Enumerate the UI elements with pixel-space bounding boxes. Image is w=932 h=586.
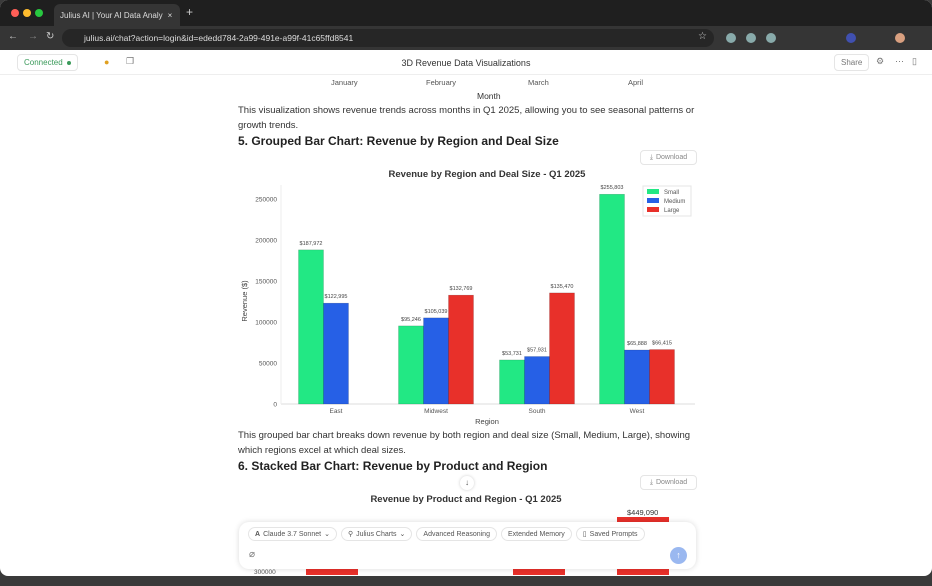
download-label: Download: [655, 479, 688, 486]
bar-small: [600, 194, 625, 404]
legend-swatch: [647, 207, 659, 212]
y-tick-label: 250000: [255, 196, 277, 204]
bar-small: [299, 250, 324, 404]
app-header: [0, 50, 932, 75]
y-tick-label: 300000: [254, 569, 276, 576]
python-icon[interactable]: ●: [104, 57, 110, 67]
chevron-down-icon: ⌄: [324, 531, 330, 538]
extension-icon[interactable]: [846, 33, 856, 43]
y-tick-label: 50000: [258, 360, 277, 368]
bar-value-label: $95,246: [401, 316, 421, 323]
advanced-reasoning-toggle[interactable]: [416, 527, 497, 541]
close-window-button[interactable]: [11, 9, 19, 17]
download-label: Download: [655, 154, 688, 161]
bar-large: [650, 350, 675, 404]
chart-icon: ⚲: [347, 531, 354, 538]
chart-title: Revenue by Region and Deal Size - Q1 2025: [388, 169, 586, 180]
bar-value-label: $135,470: [550, 283, 574, 290]
extension-icon[interactable]: [726, 33, 736, 43]
legend-label: Medium: [664, 199, 686, 205]
composer-options: [248, 527, 645, 541]
month-tick: March: [528, 78, 549, 87]
model-label: Claude 3.7 Sonnet: [263, 530, 322, 538]
y-tick-label: 200000: [255, 237, 277, 245]
status-label: Connected: [24, 58, 63, 67]
paragraph: This visualization shows revenue trends across months in Q1 2025, allowing you to see seasonal patterns or growth trends.: [238, 105, 695, 131]
paragraph: This grouped bar chart breaks down revenue by both region and deal size (Small, Medium, Large), showing which regions excel at which deal sizes.: [238, 430, 691, 456]
attach-icon[interactable]: ⌀: [249, 549, 256, 560]
forward-icon[interactable]: →: [28, 31, 38, 42]
chart-title: Revenue by Product and Region - Q1 2025: [370, 494, 562, 505]
month-tick: April: [628, 78, 644, 87]
bar: [617, 569, 669, 575]
extension-icon[interactable]: [746, 33, 756, 43]
y-tick-label: 100000: [255, 319, 277, 327]
bookmark-star-icon[interactable]: ☆: [698, 31, 707, 42]
bar-medium: [424, 318, 449, 404]
section-heading: 6. Stacked Bar Chart: Revenue by Product and Region: [238, 459, 548, 473]
anthropic-icon: A: [255, 530, 261, 538]
send-button[interactable]: ↑: [670, 547, 687, 564]
legend-label: Small: [664, 190, 680, 196]
bar-label: $449,090: [627, 508, 659, 517]
bar-large: [449, 295, 474, 404]
memory-label: Extended Memory: [507, 530, 565, 538]
month-tick: January: [331, 78, 358, 87]
bookmark-icon: ▯: [582, 531, 587, 538]
bar-value-label: $122,995: [324, 294, 348, 301]
url-text: julius.ai/chat?action=login&id=ededd784-2a99-491e-a99f-41c65ffd8541: [84, 33, 354, 43]
bar-value-label: $132,769: [449, 286, 473, 293]
y-axis-label: Revenue ($): [240, 280, 249, 322]
bar-value-label: $65,888: [627, 340, 647, 347]
bar-large: [550, 293, 575, 404]
extension-icon[interactable]: [766, 33, 776, 43]
bar-value-label: $53,731: [502, 350, 522, 357]
bar-value-label: $255,803: [600, 185, 624, 192]
tab-bar: [0, 0, 932, 26]
download-icon: ⤓: [649, 153, 653, 161]
maximize-window-button[interactable]: [35, 9, 43, 17]
bar-value-label: $187,972: [299, 240, 323, 247]
charts-label: Julius Charts: [356, 530, 397, 538]
legend-swatch: [647, 189, 659, 194]
extended-memory-toggle[interactable]: [501, 527, 572, 541]
bar-value-label: $57,931: [527, 347, 547, 354]
browser-tab[interactable]: [54, 4, 180, 26]
minimize-window-button[interactable]: [23, 9, 31, 17]
section-heading: 5. Grouped Bar Chart: Revenue by Region and Deal Size: [238, 134, 559, 148]
chevron-down-icon: ⌄: [399, 531, 406, 538]
new-tab-icon[interactable]: +: [186, 5, 194, 19]
more-icon[interactable]: ⋯: [895, 56, 904, 66]
bar-small: [399, 326, 424, 404]
legend-swatch: [647, 198, 659, 203]
saved-prompts-button[interactable]: [576, 527, 645, 541]
share-button[interactable]: Share: [834, 54, 869, 71]
model-selector[interactable]: [248, 527, 337, 541]
grouped-bar-chart: [235, 160, 705, 430]
sidebar-toggle-icon[interactable]: ▯: [912, 56, 917, 66]
charts-selector[interactable]: [341, 527, 412, 541]
bar-value-label: $66,415: [652, 340, 672, 347]
scroll-down-button[interactable]: ↓: [460, 476, 474, 490]
reload-icon[interactable]: ↻: [46, 31, 55, 42]
bar-medium: [525, 356, 550, 404]
x-axis-label: Region: [475, 417, 499, 426]
y-tick-label: 0: [273, 401, 277, 409]
bar-value-label: $105,039: [424, 308, 448, 315]
month-tick: February: [426, 78, 457, 87]
settings-icon[interactable]: ⚙: [876, 56, 885, 66]
prompts-label: Saved Prompts: [589, 530, 638, 538]
bar-small: [500, 360, 525, 404]
back-icon[interactable]: ←: [8, 31, 18, 42]
close-tab-icon[interactable]: ×: [167, 10, 173, 20]
download-button[interactable]: [640, 475, 697, 490]
x-axis-label: Month: [477, 91, 501, 101]
x-tick-label: South: [528, 408, 546, 415]
bar: [513, 569, 565, 575]
legend-label: Large: [664, 208, 680, 214]
chat-composer: [239, 522, 696, 569]
tab-title: Julius AI | Your AI Data Analy: [60, 10, 163, 20]
url-input[interactable]: [62, 29, 714, 47]
bar-medium: [324, 303, 349, 404]
y-tick-label: 150000: [255, 278, 277, 286]
copy-icon[interactable]: ❐: [126, 56, 135, 66]
x-tick-label: West: [629, 408, 645, 415]
page-title: 3D Revenue Data Visualizations: [401, 58, 531, 68]
address-bar: [0, 26, 932, 50]
profile-avatar[interactable]: [895, 33, 905, 43]
x-tick-label: Midwest: [424, 408, 448, 415]
bar: [306, 569, 358, 575]
bar-medium: [625, 350, 650, 404]
reasoning-label: Advanced Reasoning: [423, 530, 490, 538]
x-tick-label: East: [329, 408, 343, 415]
download-icon: ⤓: [649, 478, 653, 486]
